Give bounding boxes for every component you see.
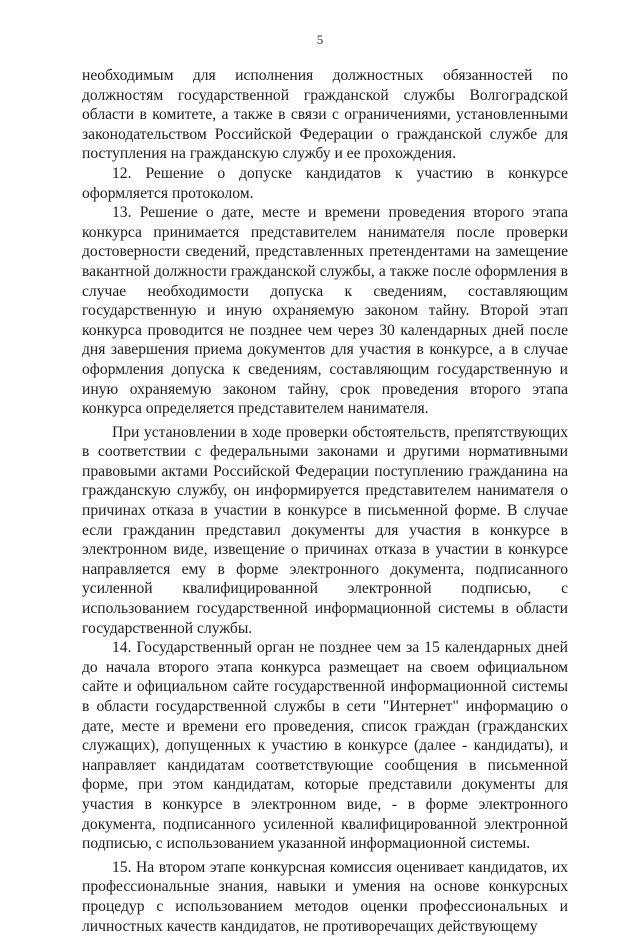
- document-body: [82, 66, 568, 936]
- paragraph-continuation: необходимым для исполнения должностных обязанностей по должностям государственной гражданской службы Волгоградской области в комитете, а также в связи с ограничениями, установленными законодательством Российской Федерации о гражданской службе для поступления на гражданскую службу и ее прохождения.: [82, 67, 568, 163]
- page-number: 5: [316, 32, 324, 47]
- paragraph-item-14: 14. Государственный орган не позднее чем за 15 календарных дней до начала второго этапа конкурса размещает на своем официальном сайте и официальном сайте государственной информационной системы в области государственной службы в сети "Интернет" информацию о дате, месте и времени его проведения, список граждан (гражданских служащих), допущенных к участию в конкурсе (далее - кандидаты), и направляет кандидатам соответствующие сообщения в письменной форме, при этом кандидатам, которые представили документы для участия в конкурсе в электронном виде, - в форме электронного документа, подписанного усиленной квалифицированной электронной подписью, с использованием указанной информационной системы.: [82, 639, 568, 853]
- paragraph-item-13: 13. Решение о дате, месте и времени проведения второго этапа конкурса принимается представителем нанимателя после проверки достоверности сведений, представленных претендентами на замещение вакантной должности гражданской службы, а также после оформления в случае необходимости допуска к сведениям, составляющим государственную и иную охраняемую законом тайну. Второй этап конкурса проводится не позднее чем через 30 календарных дней после дня завершения приема документов для участия в конкурсе, а в случае оформления допуска к сведениям, составляющим государственную и иную охраняемую законом тайну, срок проведения второго этапа конкурса определяется представителем нанимателя.: [82, 204, 568, 418]
- paragraph-item-12: 12. Решение о допуске кандидатов к участию в конкурсе оформляется протоколом.: [82, 164, 568, 202]
- paragraph-item-15: 15. На втором этапе конкурсная комиссия оценивает кандидатов, их профессиональные знания, навыки и умения на основе конкурсных процедур с использованием методов оценки профессиональных и личностных качеств кандидатов, не противоречащих действующему: [82, 858, 568, 935]
- paragraph-refusal-notice: При установлении в ходе проверки обстоятельств, препятствующих в соответствии с федеральными законами и другими нормативными правовыми актами Российской Федерации поступлению гражданина на гражданскую службу, он информируется представителем нанимателя о причинах отказа в участии в конкурсе в письменной форме. В случае если гражданин представил документы для участия в конкурсе в электронном виде, извещение о причинах отказа в участии в конкурсе направляется ему в форме электронного документа, подписанного усиленной квалифицированной электронной подписью, с использованием государственной информационной системы в области государственной службы.: [82, 423, 568, 637]
